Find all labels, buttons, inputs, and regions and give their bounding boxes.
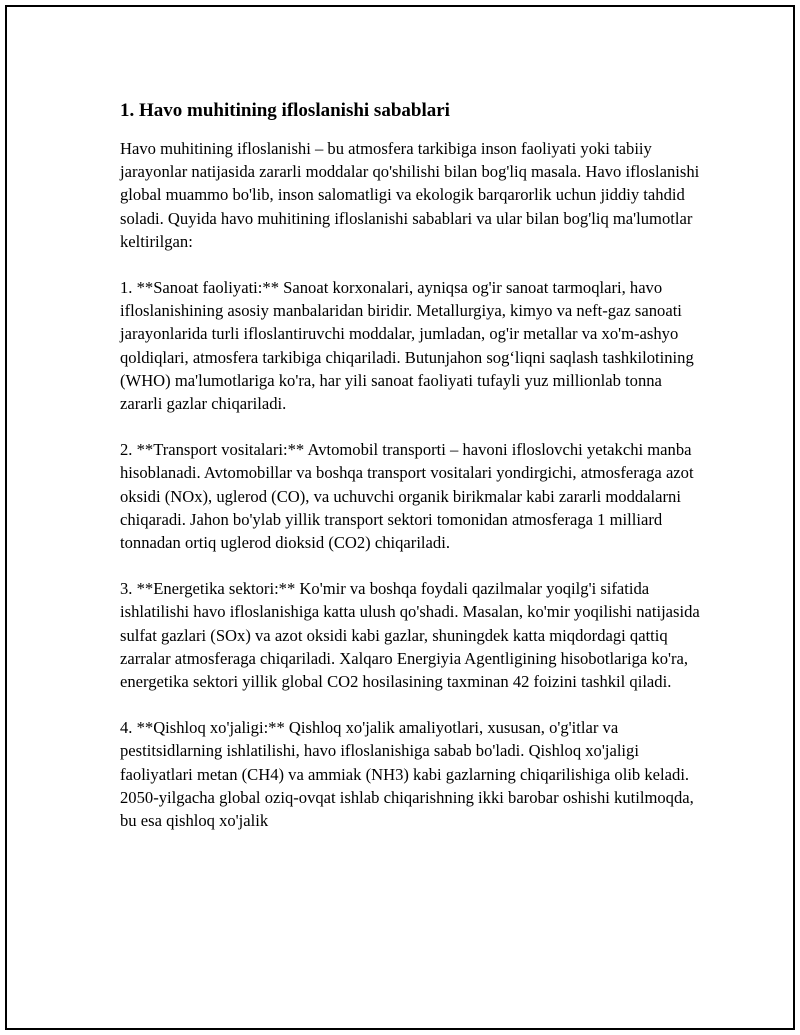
paragraph-intro: Havo muhitining ifloslanishi – bu atmosfera tarkibiga inson faoliyati yoki tabiiy jarayonlar natijasida zararli moddalar qo'shilishi bilan bog'liq masala. Havo ifloslanishi global muammo bo'lib, inson salomatligi va ekologik barqarorlik uchun jiddiy tahdid soladi. Quyida havo muhitining ifloslanishi sabablari va ular bilan bog'liq ma'lumotlar keltirilgan:	[120, 139, 700, 251]
section-heading: 1. Havo muhitining ifloslanishi sabablari	[120, 100, 450, 121]
paragraph-agriculture: 4. **Qishloq xo'jaligi:** Qishloq xo'jalik amaliyotlari, xususan, o'g'itlar va pestitsidlarning ishlatilishi, havo ifloslanishiga sabab bo'ladi. Qishloq xo'jaligi faoliyatlari metan (CH4) va ammiak (NH3) kabi gazlarning chiqarilishiga olib keladi. 2050-yilgacha global oziq-ovqat ishlab chiqarishning ikki barobar oshishi kutilmoqda, bu esa qishloq xo'jalik	[120, 718, 694, 831]
page-frame	[5, 5, 795, 1030]
document-body	[120, 99, 700, 855]
paragraph-energy: 3. **Energetika sektori:** Ko'mir va boshqa foydali qazilmalar yoqilg'i sifatida ishlatilishi havo ifloslanishiga katta ulush qo'shadi. Masalan, ko'mir yoqilishi natijasida sulfat gazlari (SOx) va azot oksidi kabi gazlar, shuningdek katta miqdordagi qattiq zarralar atmosferaga chiqariladi. Xalqaro Energiyia Agentligining hisobotlariga ko'ra, energetika sektori yillik global CO2 hosilasining taxminan 42 foizini tashkil qiladi.	[120, 579, 700, 692]
paragraph-industry: 1. **Sanoat faoliyati:** Sanoat korxonalari, ayniqsa og'ir sanoat tarmoqlari, havo ifloslanishining asosiy manbalaridan biridir. Metallurgiya, kimyo va neft-gaz sanoati jarayonlarida turli ifloslantiruvchi moddalar, jumladan, og'ir metallar va xo'm-ashyo qoldiqlari, atmosfera tarkibiga chiqariladi. Butunjahon sog‘liqni saqlash tashkilotining (WHO) ma'lumotlariga ko'ra, har yili sanoat faoliyati tufayli yuz millionlab tonna zararli gazlar chiqariladi.	[120, 278, 694, 414]
paragraph-transport: 2. **Transport vositalari:** Avtomobil transporti – havoni ifloslovchi yetakchi manba hisoblanadi. Avtomobillar va boshqa transport vositalari yondirgichi, atmosferaga azot oksidi (NOx), uglerod (CO), va uchuvchi organik birikmalar kabi zararli moddalarni chiqaradi. Jahon bo'ylab yillik transport sektori tomonidan atmosferaga 1 milliard tonnadan ortiq uglerod dioksid (CO2) chiqariladi.	[120, 440, 694, 553]
